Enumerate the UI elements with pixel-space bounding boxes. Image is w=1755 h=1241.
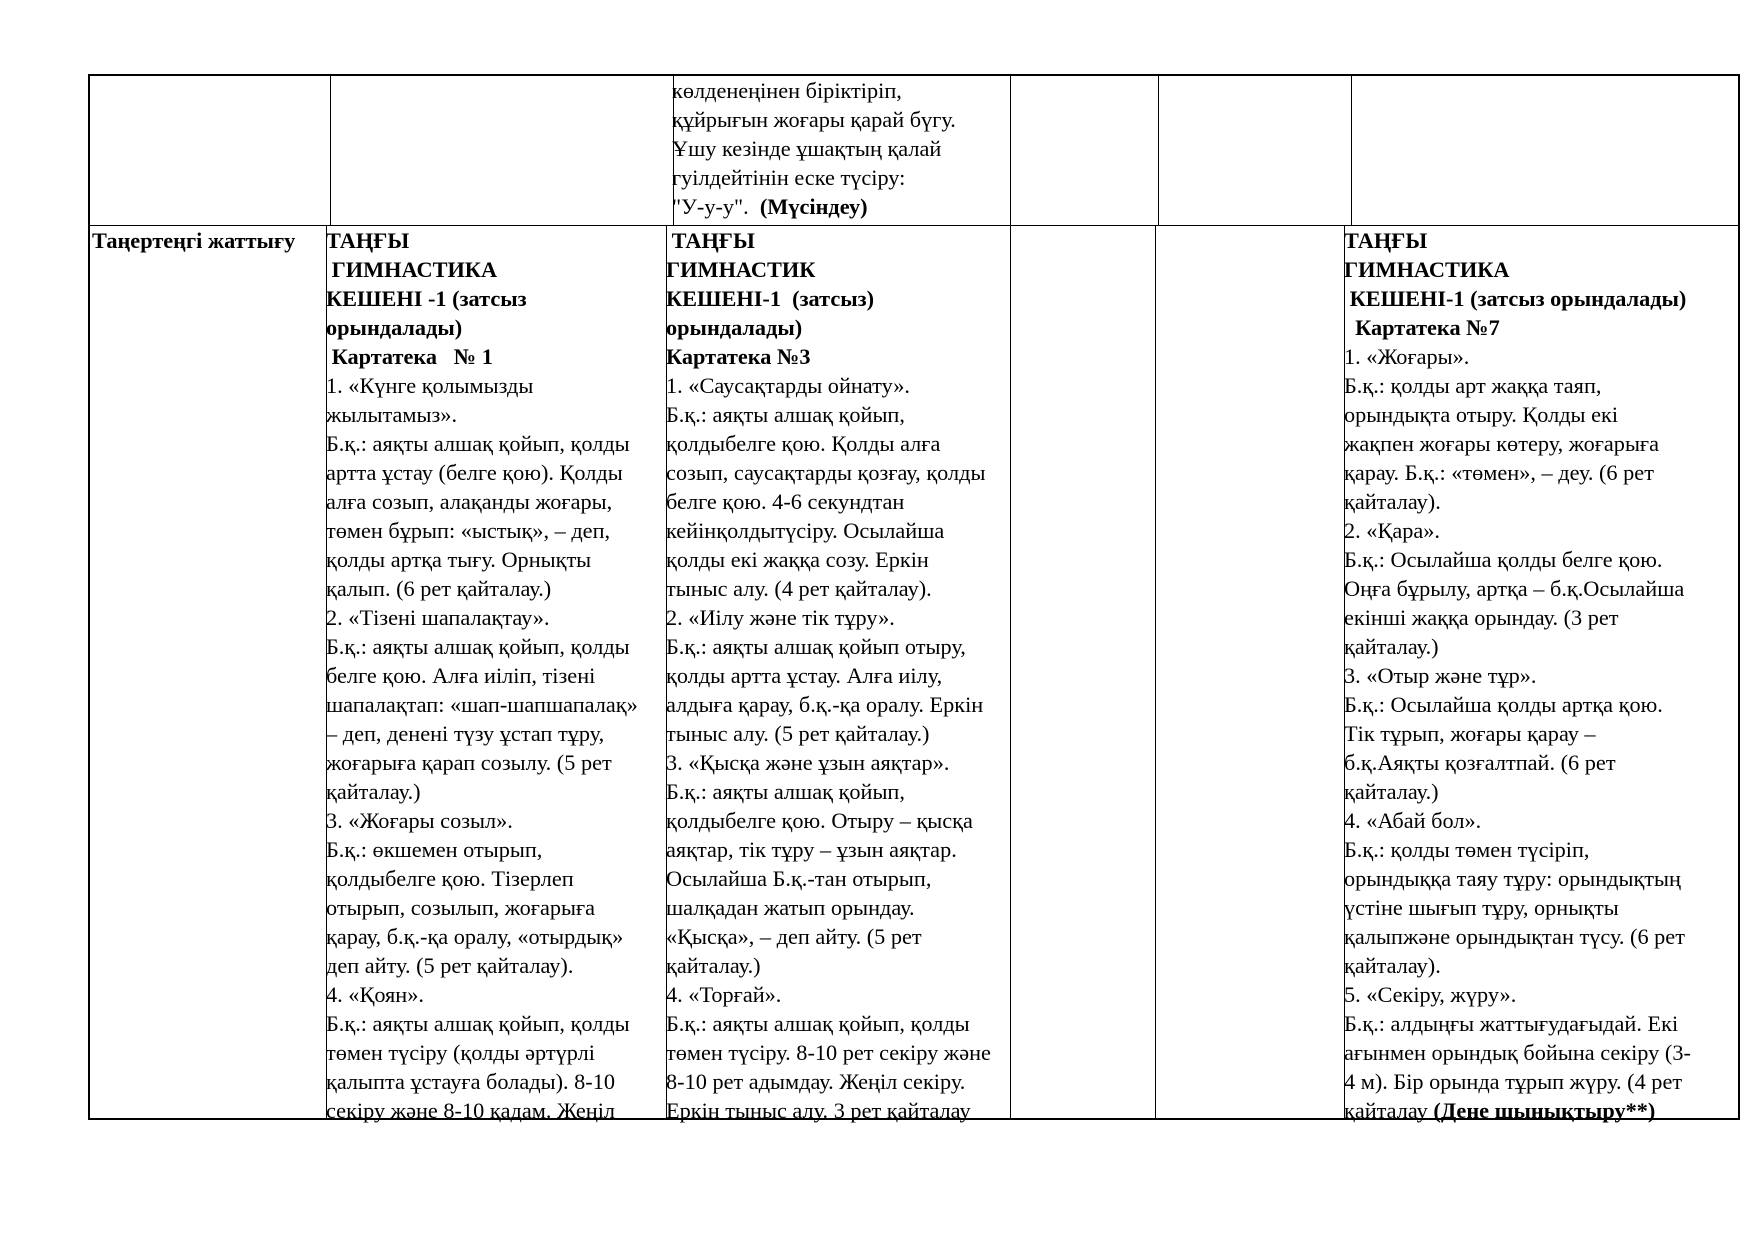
- text-line-content: КЕШЕНІ-1 (затсыз): [666, 286, 875, 311]
- text-line-content: қайталау).: [1344, 953, 1441, 978]
- text-line-content: орындалады): [326, 315, 463, 340]
- column-divider: [1351, 76, 1352, 225]
- schedule-table: [88, 74, 1740, 1123]
- text-line: [326, 603, 668, 632]
- text-line-content: алдыға қарау, б.қ.-қа оралу. Еркін: [666, 692, 984, 717]
- text-line: [326, 661, 668, 690]
- text-line: [1344, 545, 1740, 574]
- text-line-content: қолды артта ұстау. Алға иілу,: [666, 663, 943, 688]
- text-line-content: 2. «Тізені шапалақтау».: [326, 605, 550, 630]
- text-line-content: шалқадан жатып орындау.: [666, 895, 915, 920]
- text-line-content: отырып, созылып, жоғарыға: [326, 895, 596, 920]
- text-line-content: Б.қ.: қолды арт жаққа таяп,: [1344, 373, 1602, 398]
- text-line-content: кейінқолдытүсіру. Осылайша: [666, 518, 945, 543]
- text-line-content: төмен түсіру. 8-10 рет секіру және: [666, 1040, 991, 1065]
- text-line: [1344, 864, 1740, 893]
- text-line: [666, 603, 1012, 632]
- text-line: [326, 458, 668, 487]
- text-line-content: Б.қ.: Осылайша қолды артқа қою.: [1344, 692, 1663, 717]
- text-line: [326, 255, 668, 284]
- text-line: [326, 748, 668, 777]
- text-line: [326, 690, 668, 719]
- text-line: [666, 313, 1012, 342]
- friday-gymnastics-cell: [1344, 226, 1740, 1125]
- text-line-content: 4. «Абай бол».: [1344, 808, 1482, 833]
- text-line: [666, 574, 1012, 603]
- text-line: [326, 806, 668, 835]
- text-line-content: – деп, денені түзу ұстап тұру,: [326, 721, 605, 746]
- text-line: [666, 632, 1012, 661]
- text-line: [326, 371, 668, 400]
- text-line: [326, 864, 668, 893]
- text-line-content: ағынмен орындық бойына секіру (3-: [1344, 1040, 1691, 1065]
- text-line-content: Тік тұрып, жоғары қарау –: [1344, 721, 1596, 746]
- text-line: [326, 632, 668, 661]
- column-divider: [1158, 76, 1159, 225]
- text-line-content: деп айту. (5 рет қайталау).: [326, 953, 574, 978]
- text-line-content: КЕШЕНІ -1 (затсыз: [326, 286, 527, 311]
- text-line: [666, 226, 1012, 255]
- column-divider: [330, 76, 331, 225]
- text-line-content: Б.қ.: Осылайша қолды белге қою.: [1344, 547, 1663, 572]
- text-line: [666, 400, 1012, 429]
- text-line-content: жақпен жоғары көтеру, жоғарыға: [1344, 431, 1659, 456]
- text-line-content: Оңға бұрылу, артқа – б.қ.Осылайша: [1344, 576, 1685, 601]
- text-line-content: қолдыбелге қою. Тізерлеп: [326, 866, 574, 891]
- top-row-activity-cell: [672, 76, 1012, 221]
- text-line: [672, 105, 1012, 134]
- text-line-content: 1. «Саусақтарды ойнату».: [666, 373, 911, 398]
- text-line-content: қалыпта ұстауға болады). 8-10: [326, 1069, 616, 1094]
- text-line: [666, 835, 1012, 864]
- text-line: [1344, 980, 1740, 1009]
- text-line: [326, 284, 668, 313]
- text-line: [666, 864, 1012, 893]
- text-line-content: құйрығын жоғары қарай бүгу.: [672, 107, 956, 132]
- text-line-content: қолдыбелге қою. Отыру – қысқа: [666, 808, 973, 833]
- text-line-content: үстіне шығып тұру, орнықты: [1344, 895, 1619, 920]
- text-line: [666, 777, 1012, 806]
- text-line: [666, 487, 1012, 516]
- text-line-content: гуілдейтінін еске түсіру:: [672, 165, 906, 190]
- text-line: [1344, 777, 1740, 806]
- text-line: [666, 342, 1012, 371]
- text-line: [326, 400, 668, 429]
- tuesday-gymnastics-cell: [666, 226, 1012, 1125]
- text-line-content: Осылайша Б.қ.-тан отырып,: [666, 866, 932, 891]
- text-line-content: аяқтар, тік тұру – ұзын аяқтар.: [666, 837, 957, 862]
- text-line: [666, 1038, 1012, 1067]
- text-line: [1344, 1096, 1740, 1125]
- text-line-content: Ұшу кезінде ұшақтың қалай: [672, 136, 942, 161]
- text-line-content: 3. «Жоғары созыл».: [326, 808, 513, 833]
- text-line-content: 3. «Отыр және тұр».: [1344, 663, 1537, 688]
- text-line: [1344, 893, 1740, 922]
- text-line-content: қайталау: [1344, 1098, 1434, 1123]
- text-line: [1344, 313, 1740, 342]
- text-line-content: қайталау.): [1344, 634, 1439, 659]
- text-line-content: "У-у-у".: [672, 194, 760, 219]
- column-divider: [1155, 226, 1156, 1118]
- text-line: [326, 835, 668, 864]
- text-line: [672, 134, 1012, 163]
- text-line: [1344, 748, 1740, 777]
- text-line-content: қарау. Б.қ.: «төмен», – деу. (6 рет: [1344, 460, 1654, 485]
- text-line-content: Б.қ.: аяқты алшақ қойып,: [666, 779, 905, 804]
- text-line: [1344, 371, 1740, 400]
- text-line-content: тыныс алу. (5 рет қайталау.): [666, 721, 930, 746]
- text-line-content: 2. «Қара».: [1344, 518, 1440, 543]
- text-line: [326, 980, 668, 1009]
- text-line: [1344, 255, 1740, 284]
- text-line: [326, 545, 668, 574]
- text-line: [666, 951, 1012, 980]
- text-line-content: қолдыбелге қою. Қолды алға: [666, 431, 941, 456]
- text-line: [1344, 284, 1740, 313]
- text-line-content: ГИМНАСТИК: [666, 257, 816, 282]
- text-line-content: 4. «Қоян».: [326, 982, 424, 1007]
- text-line: [1344, 1067, 1740, 1096]
- text-line-content: екінші жаққа орындау. (3 рет: [1344, 605, 1619, 630]
- text-line: [666, 255, 1012, 284]
- text-line: [666, 429, 1012, 458]
- text-line: [326, 574, 668, 603]
- table-row-morning-exercise: [90, 226, 1738, 1123]
- text-line: [666, 719, 1012, 748]
- text-line-content: Картатека № 1: [326, 344, 493, 369]
- text-line-content: Б.қ.: аяқты алшақ қойып отыру,: [666, 634, 966, 659]
- text-line-content: орындыққа таяу тұру: орындықтың: [1344, 866, 1681, 891]
- text-line-content: Б.қ.: алдыңғы жаттығудағыдай. Екі: [1344, 1011, 1679, 1036]
- text-line-content: жоғарыға қарап созылу. (5 рет: [326, 750, 612, 775]
- text-line-content: ТАҢҒЫ: [1344, 228, 1428, 253]
- text-line-content: б.қ.Аяқты қозғалтпай. (6 рет: [1344, 750, 1616, 775]
- text-line-content: шапалақтап: «шап-шапшапалақ»: [326, 692, 638, 717]
- text-line: [1344, 922, 1740, 951]
- text-line-content: қалып. (6 рет қайталау.): [326, 576, 552, 601]
- text-line: [1344, 690, 1740, 719]
- text-line-content: орындықта отыру. Қолды екі: [1344, 402, 1619, 427]
- text-line: [1344, 342, 1740, 371]
- text-line: [666, 748, 1012, 777]
- text-line: [326, 516, 668, 545]
- text-line-content: 5. «Секіру, жүру».: [1344, 982, 1517, 1007]
- text-line: [326, 1009, 668, 1038]
- text-line-content: жылытамыз».: [326, 402, 458, 427]
- text-line: [326, 777, 668, 806]
- text-line-content: Картатека №7: [1344, 315, 1500, 340]
- text-line: [326, 951, 668, 980]
- text-line: [666, 284, 1012, 313]
- subject-tag: (Мүсіндеу): [759, 194, 868, 219]
- text-line: [666, 371, 1012, 400]
- text-line: [1344, 719, 1740, 748]
- text-line: [326, 1038, 668, 1067]
- text-line: [1344, 487, 1740, 516]
- text-line-content: ТАҢҒЫ: [326, 228, 410, 253]
- text-line: [1344, 458, 1740, 487]
- text-line-content: «Қысқа», – деп айту. (5 рет: [666, 924, 922, 949]
- text-line-content: қайталау.): [666, 953, 761, 978]
- text-line-content: төмен бұрып: «ыстық», – деп,: [326, 518, 611, 543]
- text-line-content: созып, саусақтарды қозғау, қолды: [666, 460, 986, 485]
- text-line-content: тыныс алу. (4 рет қайталау).: [666, 576, 932, 601]
- text-line: [1344, 226, 1740, 255]
- monday-gymnastics-cell: [326, 226, 668, 1125]
- text-line: [1344, 951, 1740, 980]
- text-line: [666, 661, 1012, 690]
- text-line: [666, 1067, 1012, 1096]
- text-line-content: Б.қ.: аяқты алшақ қойып, қолды: [326, 431, 630, 456]
- text-line-content: қолды екі жаққа созу. Еркін: [666, 547, 929, 572]
- text-line-content: ТАҢҒЫ: [666, 228, 755, 253]
- text-line: [666, 922, 1012, 951]
- text-line: [1344, 661, 1740, 690]
- text-line: [666, 516, 1012, 545]
- text-line-content: қайталау).: [1344, 489, 1441, 514]
- text-line-content: белге қою. Алға иіліп, тізені: [326, 663, 596, 688]
- table-row-continuation: [90, 76, 1738, 226]
- text-line: [1344, 632, 1740, 661]
- text-line-content: Б.қ.: қолды төмен түсіріп,: [1344, 837, 1590, 862]
- text-line: [326, 429, 668, 458]
- text-line: [1344, 429, 1740, 458]
- text-line: [666, 1009, 1012, 1038]
- text-line-content: Б.қ.: аяқты алшақ қойып, қолды: [666, 1011, 970, 1036]
- text-line: [666, 458, 1012, 487]
- text-line-content: ГИМНАСТИКА: [326, 257, 498, 282]
- text-line: [672, 76, 1012, 105]
- row-label-morning-exercise: Таңертеңгі жаттығу: [92, 228, 296, 253]
- text-line-content: белге қою. 4-6 секундтан: [666, 489, 905, 514]
- text-line: [666, 545, 1012, 574]
- text-line-content: 2. «Иілу және тік тұру».: [666, 605, 895, 630]
- text-line-content: қалыпжәне орындықтан түсу. (6 рет: [1344, 924, 1685, 949]
- text-line: [326, 719, 668, 748]
- text-line: [1344, 806, 1740, 835]
- text-line-content: Картатека №3: [666, 344, 811, 369]
- text-line-content: 4. «Торғай».: [666, 982, 782, 1007]
- text-line: [326, 1067, 668, 1096]
- text-line: [1344, 1038, 1740, 1067]
- text-line: [326, 226, 668, 255]
- text-line: [1344, 516, 1740, 545]
- text-line: [326, 1096, 668, 1125]
- text-line: [672, 192, 1012, 221]
- text-line: [326, 922, 668, 951]
- text-line-content: көлденеңінен біріктіріп,: [672, 78, 902, 103]
- text-line: [1344, 400, 1740, 429]
- text-line: [326, 893, 668, 922]
- text-line-content: 1. «Күнге қолымызды: [326, 373, 534, 398]
- text-line: [672, 163, 1012, 192]
- text-line-content: 4 м). Бір орында тұрып жүру. (4 рет: [1344, 1069, 1683, 1094]
- text-line: [1344, 1009, 1740, 1038]
- text-line-content: 3. «Қысқа және ұзын аяқтар».: [666, 750, 950, 775]
- text-line: [326, 342, 668, 371]
- text-line: [666, 980, 1012, 1009]
- text-line-content: Б.қ.: аяқты алшақ қойып,: [666, 402, 905, 427]
- text-line-content: артта ұстау (белге қою). Қолды: [326, 460, 623, 485]
- text-line-content: қайталау.): [1344, 779, 1439, 804]
- text-line-content: секіру және 8-10 қадам. Жеңіл: [326, 1098, 616, 1123]
- text-line: [666, 1096, 1012, 1125]
- text-line: [666, 806, 1012, 835]
- text-line: [1344, 603, 1740, 632]
- text-line-content: қарау, б.қ.-қа оралу, «отырдық»: [326, 924, 624, 949]
- text-line-content: КЕШЕНІ-1 (затсыз орындалады): [1344, 286, 1687, 311]
- subject-tag: (Дене шынықтыру**): [1433, 1098, 1656, 1123]
- text-line-content: 1. «Жоғары».: [1344, 344, 1470, 369]
- text-line-content: алға созып, алақанды жоғары,: [326, 489, 613, 514]
- text-line-content: Б.қ.: аяқты алшақ қойып, қолды: [326, 1011, 630, 1036]
- text-line: [326, 313, 668, 342]
- text-line-content: орындалады): [666, 315, 803, 340]
- text-line: [666, 893, 1012, 922]
- text-line-content: Б.қ.: өкшемен отырып,: [326, 837, 543, 862]
- text-line-content: қайталау.): [326, 779, 421, 804]
- text-line-content: ГИМНАСТИКА: [1344, 257, 1510, 282]
- text-line-content: Б.қ.: аяқты алшақ қойып, қолды: [326, 634, 630, 659]
- text-line: [326, 487, 668, 516]
- text-line: [1344, 835, 1740, 864]
- text-line-content: 8-10 рет адымдау. Жеңіл секіру.: [666, 1069, 966, 1094]
- text-line-content: төмен түсіру (қолды әртүрлі: [326, 1040, 595, 1065]
- text-line-content: Еркін тыныс алу. 3 рет қайталау: [666, 1098, 971, 1123]
- text-line: [666, 690, 1012, 719]
- text-line-content: қолды артқа тығу. Орнықты: [326, 547, 592, 572]
- text-line: [1344, 574, 1740, 603]
